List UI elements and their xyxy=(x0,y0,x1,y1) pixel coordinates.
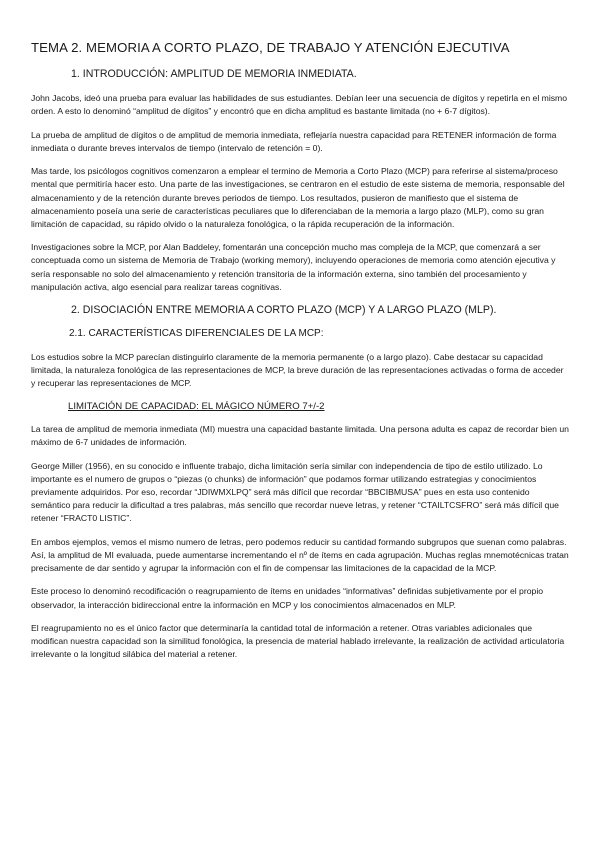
paragraph: Los estudios sobre la MCP parecían distinguirlo claramente de la memoria permanente (o a largo plazo). Cabe destacar su capacidad limitada, la naturaleza fonológica de las representaciones de MCP, la breve duración de las representaciones activadas o forma de acceder y recuperar las representaciones de MCP. xyxy=(31,352,564,389)
paragraph: Investigaciones sobre la MCP, por Alan Baddeley, fomentarán una concepción mucho mas compleja de la MCP, que comenzará a ser conceptuada como un sistema de Memoria de Trabajo (working memory), incluyendo operaciones de memoria como atención ejecutiva y sería responsable no solo del almacenamiento y retención transitoria de la información externa, sino también del procesamiento y manipulación activa, algo esencial para realizar tareas cognitivas. xyxy=(31,242,556,292)
subsubsection-heading-limitacion: LIMITACIÓN DE CAPACIDAD: EL MÁGICO NÚMERO 7+/-2 xyxy=(68,401,325,412)
paragraph: George Miller (1956), en su conocido e influente trabajo, dicha limitación sería similar con independencia de tipo de estilo utilizado. Lo importante es el numero de grupos o “piezas (o chunks) de información” que podamos formar utilizando estrategias y conocimientos previamente adquiridos. Por eso, recordar “JDIWMXLPQ” será más difícil que recordar “BBCIBMUSA” pues en esta uso contenido semántico para reducir la dificultad a tres palabras, más sencillo que recordar nueve letras, y retener “CTAILTCSFRO” será más difícil que retener “FRACT0 LISTIC”. xyxy=(31,460,559,524)
section-heading-disociacion: 2. DISOCIACIÓN ENTRE MEMORIA A CORTO PLAZO (MCP) Y A LARGO PLAZO (MLP). xyxy=(71,304,497,317)
paragraph: Este proceso lo denominó recodificación o reagrupamiento de ítems en unidades “informativas” definidas subjetivamente por el propio observador, la interacción bidireccional entre la información en MCP y los conocimientos almacenados en MLP. xyxy=(31,586,544,610)
subsection-heading-caracteristicas: 2.1. CARACTERÍSTICAS DIFERENCIALES DE LA MCP: xyxy=(69,328,324,340)
paragraph: En ambos ejemplos, vemos el mismo numero de letras, pero podemos reducir su cantidad formando subgrupos que suenan como palabras. Así, la amplitud de MI evaluada, puede aumentarse incrementando el nº de ítems en cada agrupación. Muchas reglas mnemotécnicas tratan precisamente de dar sentido y agrupar la información con el fin de compensar las limitaciones de la capacidad de la MCP. xyxy=(31,536,569,573)
paragraph: John Jacobs, ideó una prueba para evaluar las habilidades de sus estudiantes. Debían leer una secuencia de dígitos y repetirla en el mismo orden. A esto lo denominó “amplitud de dígitos” y encontró que en dicha amplitud es bastante limitada (no + 6-7 dígitos). xyxy=(31,93,568,117)
section-heading-introduccion: 1. INTRODUCCIÓN: AMPLITUD DE MEMORIA INMEDIATA. xyxy=(71,68,357,80)
paragraph: La tarea de amplitud de memoria inmediata (MI) muestra una capacidad bastante limitada. Una persona adulta es capaz de recordar bien un máximo de 6-7 unidades de información. xyxy=(31,424,569,448)
paragraph: La prueba de amplitud de dígitos o de amplitud de memoria inmediata, reflejaría nuestra capacidad para RETENER información de forma inmediata o durante breves intervalos de tiempo (intervalo de retención = 0). xyxy=(31,129,557,153)
paragraph: El reagrupamiento no es el único factor que determinaría la cantidad total de información a retener. Otras variables adicionales que modifican nuestra capacidad son la similitud fonológica, la presencia de material hablado irrelevante, la realización de actividad articulatoria irrelevante o la longitud silábica del material a retener. xyxy=(31,623,565,660)
paragraph: Mas tarde, los psicólogos cognitivos comenzaron a emplear el termino de Memoria a Corto Plazo (MCP) para referirse al sistema/proceso mental que permitiría hacer esto. Una parte de las investigaciones, se centraron en el estudio de este sistema de memoria, responsable del almacenamiento y de la retención durante breves periodos de tiempo. Los resultados, pusieron de manifiesto que el sistema de almacenamiento poseía una serie de características peculiares que lo diferenciaban de la memoria a largo plazo (MLP), como su gran limitación de capacidad, su rápido olvido o la naturaleza fonológica, o la rápida recuperación de la información. xyxy=(31,166,565,229)
document-title: TEMA 2. MEMORIA A CORTO PLAZO, DE TRABAJO Y ATENCIÓN EJECUTIVA xyxy=(31,40,510,55)
